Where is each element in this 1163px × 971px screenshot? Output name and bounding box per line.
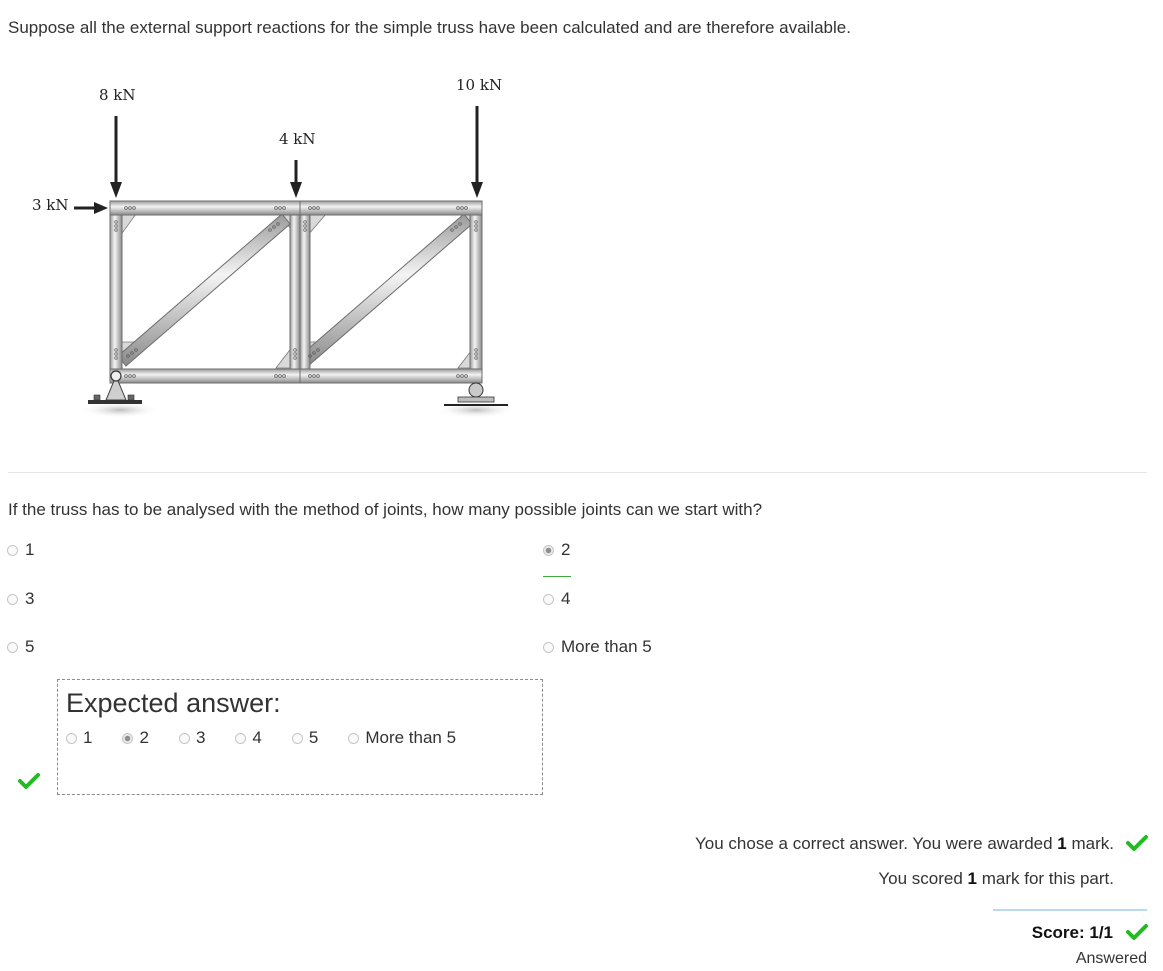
- expected-option-3-label: 3: [195, 728, 206, 747]
- option-more-than-5[interactable]: [543, 637, 652, 657]
- load-label-3kn: 3 kN: [32, 196, 69, 214]
- expected-option-1-label: 1: [83, 728, 93, 747]
- feedback-correct: [695, 834, 1114, 854]
- option-1-label: 1: [25, 540, 35, 559]
- feedback-scored-marks: 1: [967, 869, 978, 888]
- expected-option-2-label: 2: [139, 728, 149, 747]
- option-5[interactable]: [7, 637, 34, 657]
- expected-option-3: [179, 728, 205, 748]
- option-more-than-5-label: More than 5: [561, 637, 652, 656]
- question-prompt: If the truss has to be analysed with the method of joints, how many possible joints can we start with?: [8, 500, 763, 519]
- option-3-label: 3: [25, 589, 35, 608]
- load-label-8kn: 8 kN: [99, 86, 136, 104]
- expected-option-2-radio: [122, 733, 133, 744]
- expected-option-4-radio: [235, 733, 246, 744]
- intro-text: Suppose all the external support reactions for the simple truss have been calculated and are therefore available.: [8, 18, 851, 37]
- option-4[interactable]: [543, 589, 570, 609]
- expected-option-1-radio: [66, 733, 77, 744]
- feedback-correct-post: mark.: [1066, 834, 1114, 853]
- expected-answer-box: [57, 679, 543, 795]
- feedback-scored: [878, 869, 1114, 889]
- option-3[interactable]: [7, 589, 34, 609]
- option-4-radio[interactable]: [543, 594, 554, 605]
- expected-option-5-label: 5: [308, 728, 319, 747]
- option-5-radio[interactable]: [7, 642, 18, 653]
- expected-option-4-label: 4: [252, 728, 262, 747]
- option-5-label: 5: [25, 637, 35, 656]
- load-label-10kn: 10 kN: [456, 76, 503, 94]
- expected-option-1: [66, 728, 92, 748]
- check-icon: [18, 772, 40, 790]
- option-3-radio[interactable]: [7, 594, 18, 605]
- option-2-label: 2: [561, 540, 571, 559]
- answered-status: Answered: [1075, 950, 1147, 967]
- expected-option-5-radio: [292, 733, 303, 744]
- selected-underline: [543, 576, 571, 577]
- feedback-correct-marks: 1: [1057, 834, 1067, 853]
- separator: [8, 472, 1147, 473]
- feedback-scored-pre: You scored: [878, 869, 968, 888]
- expected-option-5: [292, 728, 318, 748]
- expected-option-more-than-5: [348, 728, 456, 748]
- option-1-radio[interactable]: [7, 545, 18, 556]
- expected-option-more-than-5-radio: [348, 733, 359, 744]
- option-2-radio[interactable]: [543, 545, 554, 556]
- feedback-scored-post: mark for this part.: [977, 869, 1114, 888]
- option-2[interactable]: [543, 540, 570, 560]
- truss-figure: [20, 70, 520, 430]
- expected-option-3-radio: [179, 733, 190, 744]
- expected-option-4: [235, 728, 261, 748]
- score-text: Score: 1/1: [1031, 923, 1113, 942]
- option-4-label: 4: [561, 589, 571, 608]
- check-icon: [1126, 923, 1148, 941]
- expected-answer-options: [66, 728, 486, 748]
- option-1[interactable]: [7, 540, 34, 560]
- score-divider: [993, 909, 1147, 911]
- expected-option-more-than-5-label: More than 5: [365, 728, 457, 747]
- load-label-4kn: 4 kN: [279, 130, 316, 148]
- feedback-correct-pre: You chose a correct answer. You were awarded: [695, 834, 1058, 853]
- check-icon: [1126, 834, 1148, 852]
- option-more-than-5-radio[interactable]: [543, 642, 554, 653]
- expected-option-2: [122, 728, 148, 748]
- expected-answer-title: Expected answer:: [66, 688, 281, 718]
